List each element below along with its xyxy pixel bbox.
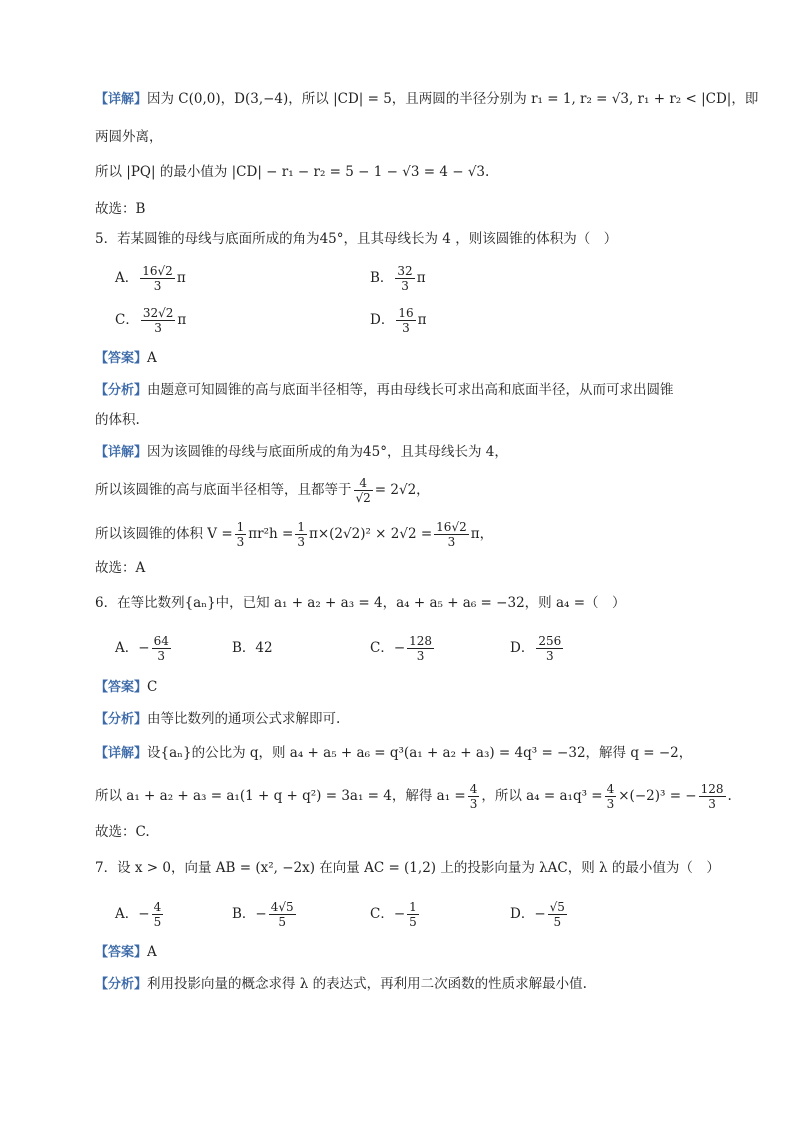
q6-answer: 【答案】C — [95, 679, 158, 695]
q6-option-d: D． $\frac{256}{3}$ — [510, 634, 562, 663]
detail-tag: 【详解】 — [95, 92, 148, 107]
q5-detail: 【详解】因为该圆锥的母线与底面所成的角为45°，且其母线长为 4， — [95, 444, 508, 460]
detail-line-3: 所以 |PQ| 的最小值为 |CD| − r₁ − r₂ = 5 − 1 − √3 = 4 − √3. — [95, 164, 490, 180]
q5-analysis-cont: 的体积. — [95, 412, 140, 428]
q5-analysis: 【分析】由题意可知圆锥的高与底面半径相等，再由母线长可求出高和底面半径，从而可求出圆锥 — [95, 382, 674, 398]
q6-choice: 故选：C. — [95, 824, 150, 840]
question-5: 5．若某圆锥的母线与底面所成的角为45°，且其母线长为 4 ，则该圆锥的体积为（ ） — [95, 231, 618, 247]
choice-line: 故选：B — [95, 201, 146, 217]
q5-option-c: C． $\frac{32√2}{3}$ π — [115, 306, 187, 335]
detail-line-1 — [95, 89, 759, 110]
q7-option-a: A．− $\frac{4}{5}$ — [115, 900, 162, 929]
q5-choice: 故选：A — [95, 560, 146, 576]
detail-line-2: 两圆外离， — [95, 129, 163, 145]
q7-analysis: 【分析】利用投影向量的概念求得 λ 的表达式，再利用二次函数的性质求解最小值. — [95, 976, 587, 992]
q6-detail: 【详解】设{aₙ}的公比为 q，则 a₄ + a₅ + a₆ = q³(a₁ + a₂ + a₃) = 4q³ = −32，解得 q = −2， — [95, 745, 693, 761]
q7-option-d: D．− $\frac{√5}{5}$ — [510, 900, 565, 929]
question-7: 7．设 x > 0，向量 AB = (x², −2x) 在向量 AC = (1,2) 上的投影向量为 λAC，则 λ 的最小值为（ ） — [95, 860, 720, 876]
q7-option-c: C．− $\frac{1}{5}$ — [370, 900, 417, 929]
q6-detail-line-2: 所以 a₁ + a₂ + a₃ = a₁(1 + q + q²) = 3a₁ = 4，解得 a₁ = $\frac{4}{3}$ ，所以 a₄ = a₁q³ = $\frac{4}{3}$ ×(−2)³ = − $\frac{128}{3}$ . — [95, 782, 732, 811]
question-6: 6．在等比数列{aₙ}中，已知 a₁ + a₂ + a₃ = 4，a₄ + a₅ + a₆ = −32，则 a₄ =（ ） — [95, 595, 626, 611]
q6-option-c: C．− $\frac{128}{3}$ — [370, 634, 433, 663]
q7-option-b: B．− $\frac{4√5}{5}$ — [232, 900, 294, 929]
detail-text: 因为 C(0,0)，D(3,−4)，所以 |CD| = 5，且两圆的半径分别为 r₁ = 1, r₂ = √3, r₁ + r₂ < |CD|，即 — [147, 91, 759, 107]
q6-analysis: 【分析】由等比数列的通项公式求解即可. — [95, 711, 341, 727]
q5-detail-line-3: 所以该圆锥的体积 V = $\frac{1}{3}$ πr²h = $\frac{1}{3}$ π×(2√2)² × 2√2 = $\frac{16√2}{3}$ π， — [95, 520, 494, 549]
q5-option-d: D． $\frac{16}{3}$ π — [370, 306, 427, 335]
q6-option-b: B．42 — [232, 640, 273, 656]
q5-detail-line-2: 所以该圆锥的高与底面半径相等，且都等于 $\frac{4}{√2}$ = 2√2， — [95, 476, 430, 505]
q5-answer: 【答案】A — [95, 350, 157, 366]
q7-answer: 【答案】A — [95, 944, 157, 960]
q5-option-b: B． $\frac{32}{3}$ π — [370, 264, 426, 293]
q6-option-a: A．− $\frac{64}{3}$ — [115, 634, 169, 663]
q5-option-a: A． $\frac{16√2}{3}$ π — [115, 264, 186, 293]
